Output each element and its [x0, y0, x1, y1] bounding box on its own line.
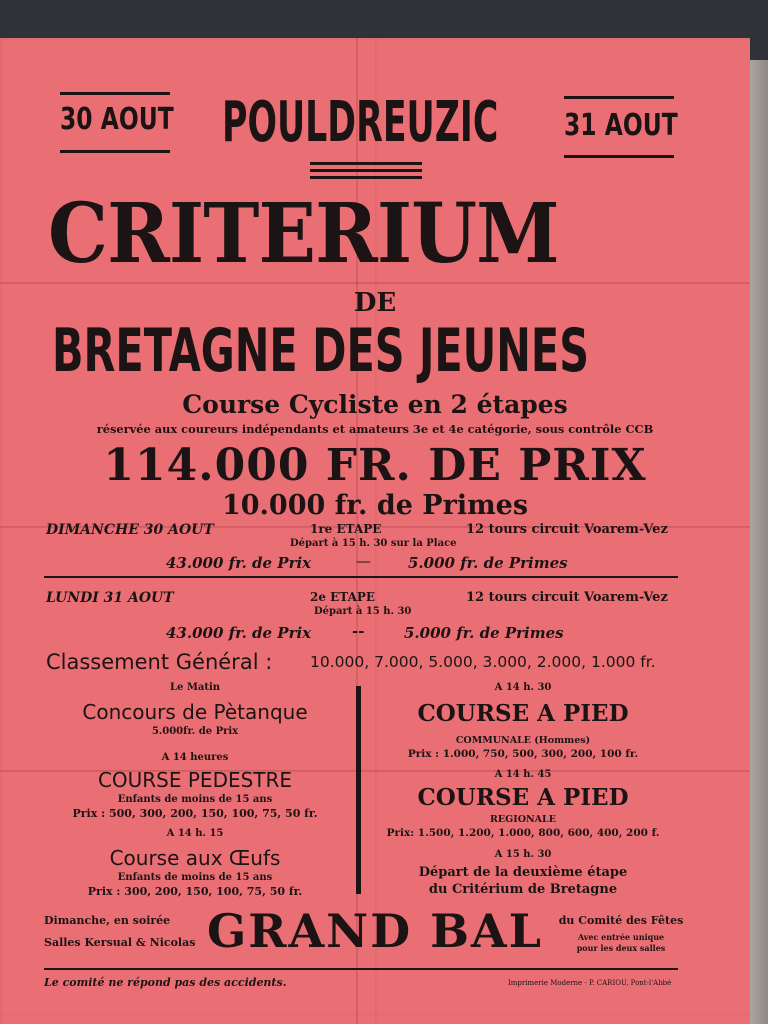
- divider: [310, 176, 422, 179]
- classement-values: 10.000, 7.000, 5.000, 3.000, 2.000, 1.000 fr.: [310, 653, 656, 671]
- primes-total: 10.000 fr. de Primes: [221, 490, 529, 521]
- time-14h15: A 14 h. 15: [166, 828, 224, 839]
- divider: [310, 169, 422, 172]
- bal-left-line2: Salles Kersual & Nicolas: [44, 936, 196, 949]
- divider: [310, 162, 422, 165]
- date-left: 30 AOUT: [60, 102, 174, 137]
- pedestre-title: COURSE PEDESTRE: [97, 768, 293, 792]
- stage2-prix: 43.000 fr. de Prix: [166, 624, 312, 642]
- divider: [44, 576, 678, 578]
- stage2-name: 2e ETAPE: [310, 590, 376, 604]
- oeufs-title: Course aux Œufs: [109, 846, 281, 870]
- subtitle: BRETAGNE DES JEUNES: [52, 316, 590, 386]
- stage2-circuit: 12 tours circuit Voarem-Vez: [466, 590, 668, 605]
- classement-label: Classement Général :: [46, 650, 273, 674]
- regionale-label: REGIONALE: [490, 814, 556, 825]
- course-pied-communale-title: COURSE A PIED: [417, 700, 629, 727]
- grand-bal-title: GRAND BAL: [206, 904, 544, 958]
- column-divider: [356, 686, 361, 894]
- fold-crease-horizontal: [0, 282, 750, 284]
- time-14h30: A 14 h. 30: [494, 682, 552, 693]
- stage1-primes: 5.000 fr. de Primes: [408, 554, 568, 572]
- stage1-departure: Départ à 15 h. 30 sur la Place: [290, 538, 457, 549]
- oeufs-age: Enfants de moins de 15 ans: [117, 872, 273, 883]
- pedestre-prix: Prix : 500, 300, 200, 150, 100, 75, 50 fr.: [72, 807, 318, 820]
- race-type: Course Cycliste en 2 étapes: [182, 390, 568, 419]
- prize-total: 114.000 FR. DE PRIX: [103, 440, 647, 491]
- title-de: DE: [353, 288, 397, 318]
- stage1-separator: —: [356, 552, 371, 570]
- stage2-departure: Départ à 15 h. 30: [314, 606, 412, 617]
- footer-printer: Imprimerie Moderne - P. CARIOU, Pont-l'Abbé: [508, 979, 672, 987]
- footer-disclaimer: Le comité ne répond pas des accidents.: [44, 976, 287, 989]
- date-right: 31 AOUT: [564, 108, 678, 143]
- bal-right-line3: pour les deux salles: [576, 943, 666, 953]
- bal-left-line1: Dimanche, en soirée: [44, 914, 171, 927]
- main-title: CRITERIUM: [48, 186, 559, 282]
- divider: [564, 155, 674, 158]
- stage2-day: LUNDI 31 AOUT: [46, 590, 174, 606]
- stage1-name: 1re ETAPE: [310, 522, 382, 536]
- stage2-separator: --: [352, 622, 365, 640]
- time-14h: A 14 heures: [161, 752, 229, 763]
- divider: [60, 150, 170, 153]
- bal-right-line2: Avec entrée unique: [577, 932, 665, 942]
- divider: [60, 92, 170, 95]
- pedestre-age: Enfants de moins de 15 ans: [117, 794, 273, 805]
- bal-right-line1: du Comité des Fêtes: [558, 914, 684, 927]
- stage2-primes: 5.000 fr. de Primes: [404, 624, 564, 642]
- oeufs-prix: Prix : 300, 200, 150, 100, 75, 50 fr.: [87, 885, 303, 898]
- petanque-prix: 5.000fr. de Prix: [151, 726, 239, 737]
- divider: [564, 96, 674, 99]
- divider: [44, 968, 678, 970]
- morning-label: Le Matin: [169, 682, 221, 693]
- time-15h30: A 15 h. 30: [494, 849, 552, 860]
- stage1-prix: 43.000 fr. de Prix: [166, 554, 312, 572]
- depart-line2: du Critérium de Bretagne: [428, 882, 618, 897]
- communale-prix: Prix : 1.000, 750, 500, 300, 200, 100 fr.: [407, 748, 639, 760]
- town-name: POULDREUZIC: [222, 90, 499, 155]
- poster: [0, 38, 750, 1024]
- petanque-title: Concours de Pètanque: [82, 700, 308, 724]
- stage1-circuit: 12 tours circuit Voarem-Vez: [466, 522, 668, 537]
- course-pied-regionale-title: COURSE A PIED: [417, 784, 629, 811]
- regionale-prix: Prix: 1.500, 1.200, 1.000, 800, 600, 400, 200 f.: [386, 827, 660, 839]
- communale-label: COMMUNALE (Hommes): [455, 735, 591, 746]
- time-14h45: A 14 h. 45: [494, 769, 552, 780]
- eligibility-note: réservée aux coureurs indépendants et amateurs 3e et 4e catégorie, sous contrôle CCB: [96, 422, 654, 436]
- depart-line1: Départ de la deuxième étape: [418, 865, 628, 880]
- stage1-day: DIMANCHE 30 AOUT: [46, 522, 214, 538]
